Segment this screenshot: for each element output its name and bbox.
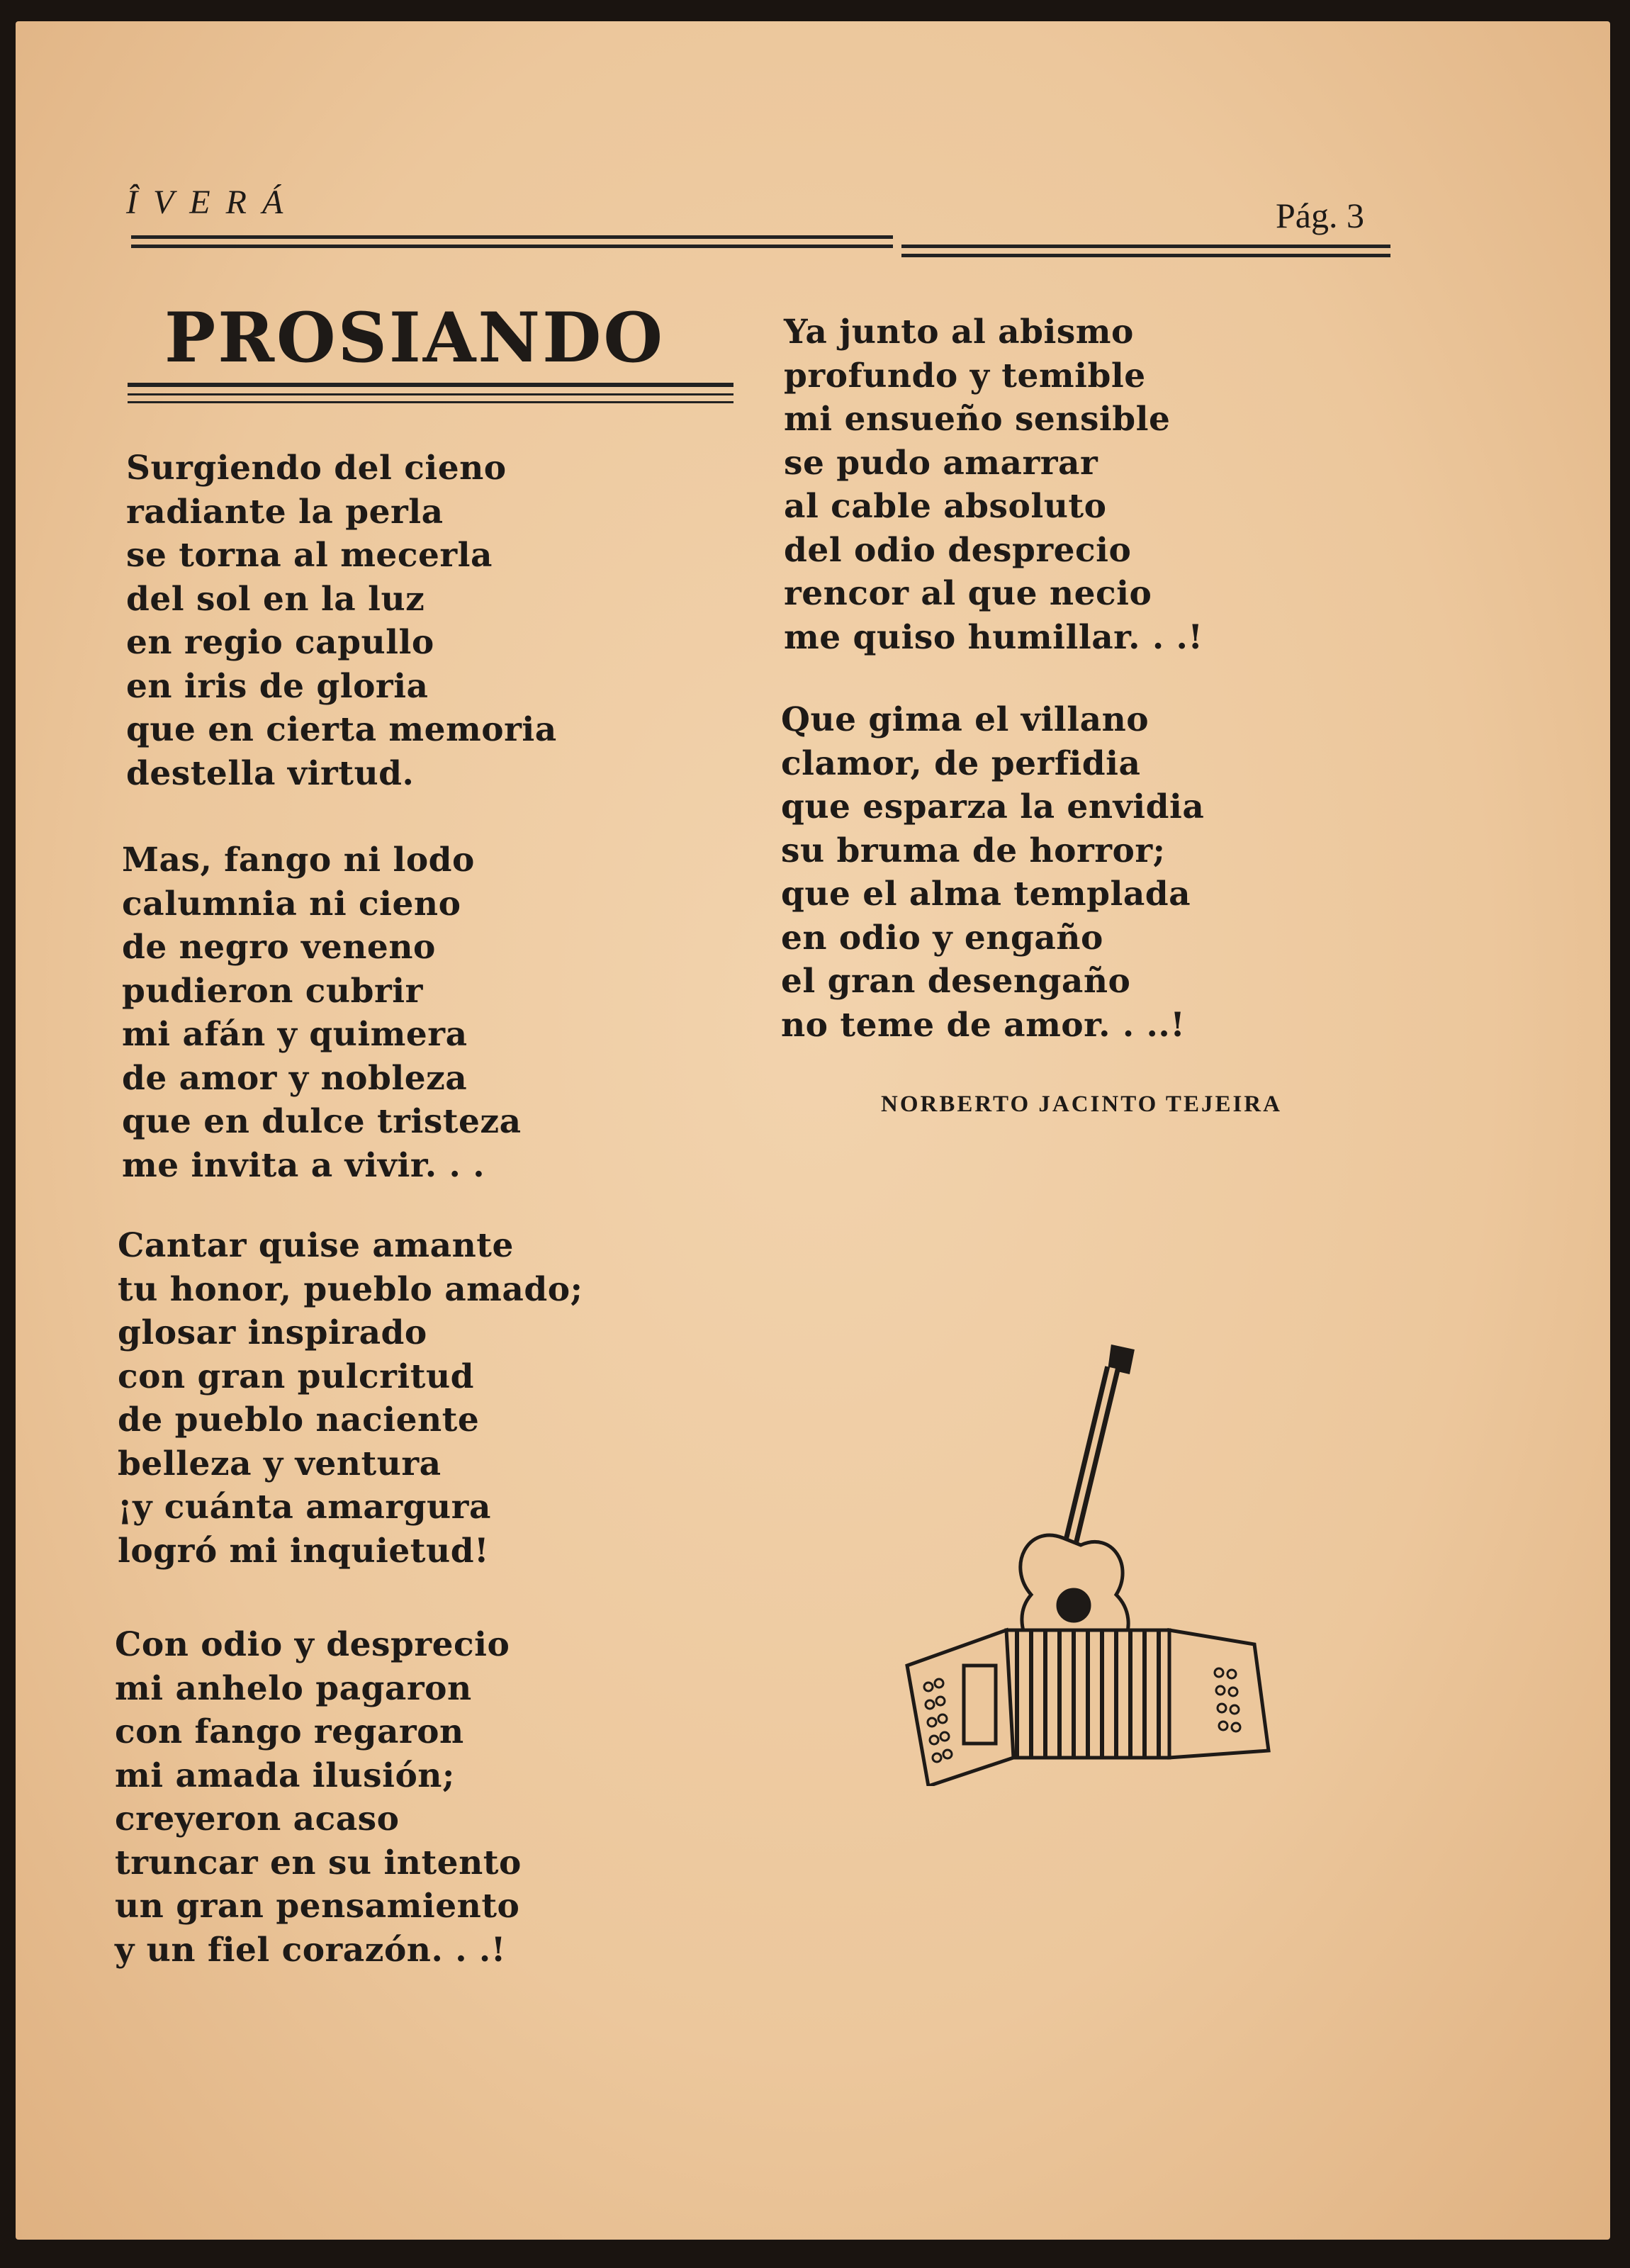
stanza-6 <box>781 698 1204 1047</box>
verse-line: se pudo amarrar <box>784 443 1098 483</box>
verse-line: me quiso humillar. . .! <box>784 617 1203 657</box>
verse-line: belleza y ventura <box>118 1444 442 1483</box>
verse-line: glosar inspirado <box>118 1313 427 1352</box>
stanza-2 <box>122 838 522 1187</box>
verse-line: Cantar quise amante <box>118 1226 514 1265</box>
verse-line: mi amada ilusión; <box>115 1756 455 1795</box>
verse-line: en regio capullo <box>126 623 434 662</box>
verse-line: profundo y temible <box>784 356 1146 395</box>
verse-line: Surgiendo del cieno <box>126 449 507 488</box>
verse-line: pudieron cubrir <box>122 971 423 1011</box>
verse-line: me invita a vivir. . . <box>122 1145 485 1185</box>
verse-line: tu honor, pueblo amado; <box>118 1269 583 1309</box>
verse-line: al cable absoluto <box>784 487 1107 526</box>
stanza-3 <box>118 1224 583 1573</box>
verse-line: logró mi inquietud! <box>118 1531 490 1571</box>
verse-line: mi ensueño sensible <box>784 400 1171 439</box>
verse-line: que en dulce tristeza <box>122 1102 522 1141</box>
verse-line: con gran pulcritud <box>118 1357 474 1396</box>
verse-line: mi anhelo pagaron <box>115 1668 472 1708</box>
verse-line: de negro veneno <box>122 928 436 967</box>
verse-line: el gran desengaño <box>781 962 1131 1001</box>
verse-line: y un fiel corazón. . .! <box>115 1930 506 1970</box>
verse-line: que el alma templada <box>781 875 1191 914</box>
header-rule <box>901 245 1390 248</box>
verse-line: que esparza la envidia <box>781 787 1205 826</box>
stanza-5 <box>784 310 1203 659</box>
verse-line: se torna al mecerla <box>126 536 493 575</box>
verse-line: del odio desprecio <box>784 530 1132 570</box>
verse-line: rencor al que necio <box>784 574 1152 613</box>
title-rule <box>128 401 734 403</box>
publication-name: ÎVERÁ <box>126 184 299 221</box>
title-rule <box>128 383 734 387</box>
verse-line: Que gima el villano <box>781 700 1150 739</box>
verse-line: Mas, fango ni lodo <box>122 841 475 880</box>
verse-line: con fango regaron <box>115 1712 464 1751</box>
title-rule <box>128 393 734 395</box>
verse-line: Ya junto al abismo <box>784 313 1134 352</box>
verse-line: de amor y nobleza <box>122 1058 468 1098</box>
header-rule <box>131 235 893 239</box>
verse-line: creyeron acaso <box>115 1800 400 1838</box>
verse-line: calumnia ni cieno <box>122 884 461 924</box>
verse-line: radiante la perla <box>126 492 444 532</box>
verse-line: en odio y engaño <box>781 918 1103 958</box>
verse-line: clamor, de perfidia <box>781 743 1141 783</box>
verse-line: que en cierta memoria <box>126 710 557 749</box>
poem-author: NORBERTO JACINTO TEJEIRA <box>881 1091 1282 1117</box>
header-rule <box>901 254 1390 257</box>
verse-line: no teme de amor. . ..! <box>781 1005 1186 1045</box>
stanza-4 <box>115 1623 522 1972</box>
verse-line: ¡y cuánta amargura <box>118 1488 491 1527</box>
guitar-and-accordion-icon <box>900 1332 1283 1789</box>
verse-line: un gran pensamiento <box>115 1887 520 1926</box>
verse-line: destella virtud. <box>126 753 415 793</box>
stanza-1 <box>126 447 557 795</box>
verse-line: Con odio y desprecio <box>115 1625 510 1664</box>
header-rule <box>131 245 893 248</box>
verse-line: en iris de gloria <box>126 666 429 706</box>
verse-line: de pueblo naciente <box>118 1400 480 1439</box>
verse-line: truncar en su intento <box>115 1843 522 1882</box>
page-number: Pág. 3 <box>1276 196 1364 235</box>
verse-line: su bruma de horror; <box>781 831 1166 870</box>
verse-line: mi afán y quimera <box>122 1015 468 1054</box>
verse-line: del sol en la luz <box>126 579 425 619</box>
poem-title: PROSIANDO <box>164 298 665 378</box>
